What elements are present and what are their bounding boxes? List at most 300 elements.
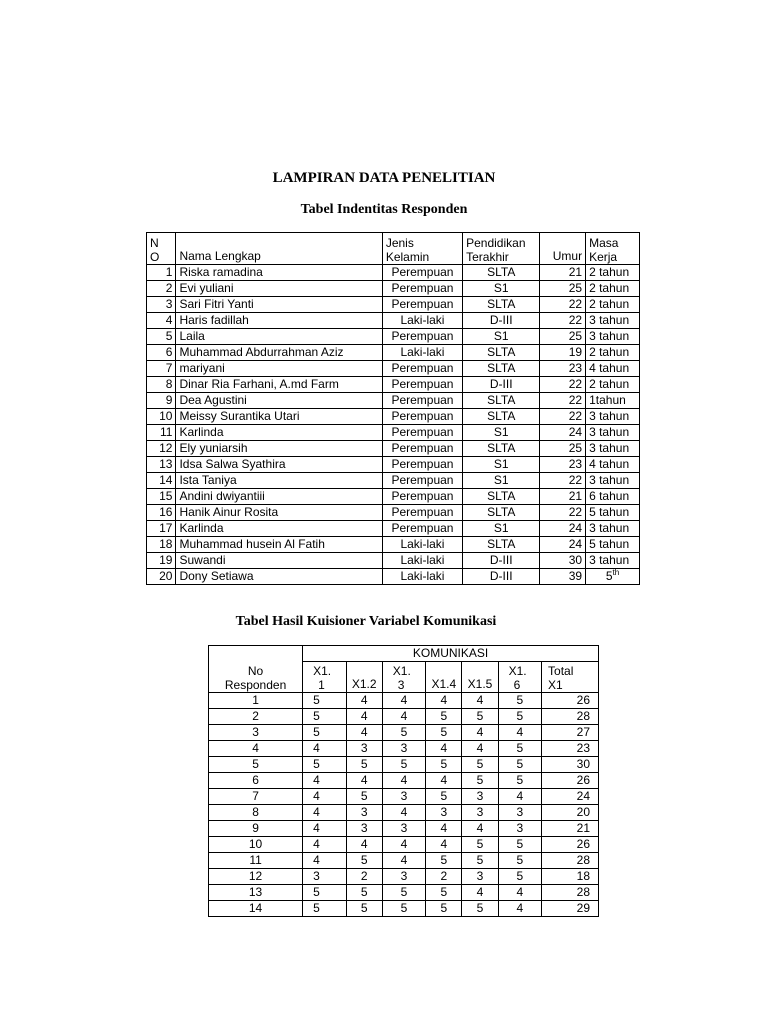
header-pend-line2: Terakhir (466, 250, 509, 264)
cell-x16: 5 (498, 773, 541, 789)
cell-nama (176, 265, 382, 281)
cell-nama (176, 297, 382, 313)
cell-x15: 4 (462, 821, 498, 837)
cell-jenis-kelamin (382, 409, 462, 425)
cell-jenis-kelamin (382, 265, 462, 281)
cell-x11: 5 (303, 901, 346, 917)
cell-x15: 5 (462, 837, 498, 853)
cell-umur (540, 361, 586, 377)
cell-no (147, 393, 176, 409)
cell-masa-kerja-text: 5 (605, 569, 613, 583)
cell-pendidikan (463, 473, 540, 489)
cell-jenis-kelamin-text: Laki-laki (400, 313, 445, 327)
cell-jenis-kelamin (382, 329, 462, 345)
table-row (147, 281, 640, 297)
cell-nama (176, 281, 382, 297)
cell-umur (540, 553, 586, 569)
cell-x14: 4 (426, 741, 462, 757)
cell-jenis-kelamin-text: Perempuan (391, 505, 454, 519)
cell-nama (176, 361, 382, 377)
cell-x14: 5 (426, 853, 462, 869)
cell-umur (540, 505, 586, 521)
cell-x16: 5 (498, 693, 541, 709)
cell-no (147, 569, 176, 585)
cell-umur-text: 30 (568, 553, 583, 567)
cell-nama-text: Ely yuniarsih (179, 441, 248, 455)
cell-pendidikan-text: S1 (493, 457, 509, 471)
cell-umur-text: 22 (568, 297, 583, 311)
cell-nama-text: Riska ramadina (179, 265, 263, 279)
cell-x16: 4 (498, 789, 541, 805)
cell-masa-kerja-text: 2 tahun (589, 281, 630, 295)
cell-nama-text: Meissy Surantika Utari (179, 409, 300, 423)
cell-nama-text: Dinar Ria Farhani, A.md Farm (179, 377, 339, 391)
cell-x16: 5 (498, 837, 541, 853)
cell-total-x1: 30 (542, 757, 599, 773)
cell-x13: 3 (382, 741, 425, 757)
cell-x11: 4 (303, 837, 346, 853)
cell-no (147, 265, 176, 281)
cell-pendidikan (463, 281, 540, 297)
cell-no (147, 537, 176, 553)
header-x13-line2: 3 (397, 678, 405, 692)
cell-no (147, 361, 176, 377)
cell-masa-kerja (586, 361, 640, 377)
cell-x12: 5 (346, 885, 382, 901)
cell-pendidikan-text: SLTA (487, 297, 516, 311)
cell-masa-kerja-text: 5 tahun (589, 537, 630, 551)
cell-masa-kerja (586, 489, 640, 505)
cell-jenis-kelamin (382, 345, 462, 361)
cell-no-responden: 1 (209, 693, 303, 709)
cell-x16: 5 (498, 757, 541, 773)
table-row (147, 457, 640, 473)
cell-jenis-kelamin-text: Perempuan (391, 361, 454, 375)
cell-jenis-kelamin (382, 297, 462, 313)
cell-x11: 3 (303, 869, 346, 885)
cell-x13: 5 (382, 725, 425, 741)
header-jenis-line2: Kelamin (385, 250, 430, 264)
table-row (147, 505, 640, 521)
cell-x13: 3 (382, 869, 425, 885)
cell-umur (540, 377, 586, 393)
cell-jenis-kelamin (382, 521, 462, 537)
table-row (209, 757, 599, 773)
cell-x11: 5 (303, 885, 346, 901)
cell-x14: 5 (426, 757, 462, 773)
cell-no-responden: 9 (209, 821, 303, 837)
cell-masa-kerja-text: 3 tahun (589, 425, 630, 439)
cell-no-text: 16 (159, 505, 173, 519)
cell-nama-text: Idsa Salwa Syathira (179, 457, 286, 471)
respondent-identity-table (146, 232, 640, 585)
header-x11-line1: X1. (313, 664, 332, 678)
table-row (209, 837, 599, 853)
cell-no-text: 18 (159, 537, 173, 551)
cell-masa-kerja-text: 4 tahun (589, 457, 630, 471)
cell-x14: 2 (426, 869, 462, 885)
cell-x14: 4 (426, 773, 462, 789)
cell-total-x1: 23 (542, 741, 599, 757)
header-nama: Nama Lengkap (176, 233, 382, 265)
cell-jenis-kelamin-text: Laki-laki (400, 553, 445, 567)
cell-umur (540, 521, 586, 537)
cell-total-x1: 28 (542, 709, 599, 725)
cell-pendidikan-text: S1 (493, 329, 509, 343)
table-row (147, 569, 640, 585)
cell-jenis-kelamin (382, 281, 462, 297)
cell-umur-text: 25 (568, 441, 583, 455)
cell-no-text: 15 (159, 489, 173, 503)
cell-no-text: 14 (159, 473, 173, 487)
cell-no-text: 2 (165, 281, 173, 295)
cell-masa-kerja-text: 5 tahun (589, 505, 630, 519)
cell-x11: 4 (303, 773, 346, 789)
cell-no-text: 17 (159, 521, 173, 535)
cell-x15: 4 (462, 741, 498, 757)
cell-jenis-kelamin-text: Perempuan (391, 409, 454, 423)
cell-pendidikan (463, 489, 540, 505)
cell-x14: 4 (426, 821, 462, 837)
cell-umur-text: 22 (568, 409, 583, 423)
cell-x13: 4 (382, 853, 425, 869)
cell-x15: 4 (462, 693, 498, 709)
cell-no (147, 489, 176, 505)
cell-x13: 4 (382, 773, 425, 789)
cell-nama (176, 553, 382, 569)
cell-nama (176, 521, 382, 537)
cell-no-responden: 4 (209, 741, 303, 757)
cell-x15: 5 (462, 773, 498, 789)
table-row (147, 425, 640, 441)
cell-pendidikan-text: S1 (493, 425, 509, 439)
cell-umur (540, 409, 586, 425)
cell-x14: 3 (426, 805, 462, 821)
table-row (209, 821, 599, 837)
cell-total-x1: 20 (542, 805, 599, 821)
cell-umur-text: 23 (568, 361, 583, 375)
header-x13 (382, 662, 425, 693)
header-no-responden (209, 646, 303, 693)
cell-x11: 4 (303, 741, 346, 757)
cell-masa-kerja-text: 2 tahun (589, 265, 630, 279)
header-total-x1 (542, 662, 599, 693)
cell-x11: 5 (303, 693, 346, 709)
cell-x16: 4 (498, 901, 541, 917)
header-komunikasi: KOMUNIKASI (303, 646, 599, 662)
cell-jenis-kelamin-text: Perempuan (391, 281, 454, 295)
cell-umur-text: 24 (568, 521, 583, 535)
cell-masa-kerja (586, 553, 640, 569)
cell-umur (540, 265, 586, 281)
cell-no-text: 3 (165, 297, 173, 311)
cell-no-text: 9 (165, 393, 173, 407)
cell-x13: 5 (382, 885, 425, 901)
table-row (147, 489, 640, 505)
header-jenis-kelamin (382, 233, 462, 265)
cell-masa-kerja-text: 2 tahun (589, 297, 630, 311)
cell-pendidikan-text: D-III (489, 553, 513, 567)
cell-nama-text: Evi yuliani (179, 281, 234, 295)
cell-no-text: 10 (159, 409, 173, 423)
cell-total-x1: 24 (542, 789, 599, 805)
cell-x16: 3 (498, 821, 541, 837)
cell-masa-kerja-text: 3 tahun (589, 313, 630, 327)
header-total-line1: Total (548, 664, 574, 678)
communication-questionnaire-table (208, 645, 599, 917)
cell-masa-kerja-text: 3 tahun (589, 521, 630, 535)
cell-x12: 5 (346, 853, 382, 869)
cell-pendidikan (463, 409, 540, 425)
table-row (147, 297, 640, 313)
cell-masa-kerja (586, 297, 640, 313)
cell-pendidikan (463, 441, 540, 457)
header-no-line1: N (150, 236, 159, 250)
table-row (209, 693, 599, 709)
cell-umur (540, 313, 586, 329)
cell-x16: 5 (498, 853, 541, 869)
cell-no-text: 20 (159, 569, 173, 583)
table2-title: Tabel Hasil Kuisioner Variabel Komunikasi (235, 614, 497, 629)
cell-masa-kerja (586, 393, 640, 409)
cell-no-responden: 5 (209, 757, 303, 773)
cell-no-responden: 14 (209, 901, 303, 917)
cell-total-x1: 29 (542, 901, 599, 917)
header-x14: X1.4 (426, 662, 462, 693)
table2-group-header-row (209, 646, 599, 662)
cell-jenis-kelamin (382, 457, 462, 473)
cell-no (147, 345, 176, 361)
cell-masa-kerja (586, 505, 640, 521)
cell-pendidikan (463, 345, 540, 361)
cell-pendidikan-text: S1 (493, 281, 509, 295)
cell-no-text: 19 (159, 553, 173, 567)
header-no-line2: O (150, 250, 160, 264)
cell-nama (176, 441, 382, 457)
cell-masa-kerja (586, 473, 640, 489)
cell-jenis-kelamin (382, 425, 462, 441)
cell-nama-text: Muhammad Abdurrahman Aziz (179, 345, 344, 359)
cell-x13: 4 (382, 709, 425, 725)
cell-nama (176, 313, 382, 329)
cell-jenis-kelamin-text: Perempuan (391, 473, 454, 487)
cell-nama (176, 505, 382, 521)
cell-jenis-kelamin-text: Perempuan (391, 265, 454, 279)
cell-no (147, 457, 176, 473)
header-no-line2: Responden (224, 678, 287, 692)
table-row (209, 853, 599, 869)
cell-nama (176, 457, 382, 473)
cell-masa-kerja-text: 1tahun (589, 393, 626, 407)
cell-jenis-kelamin-text: Perempuan (391, 441, 454, 455)
cell-nama-text: Sari Fitri Yanti (179, 297, 254, 311)
header-x13-line1: X1. (392, 664, 411, 678)
header-no (147, 233, 176, 265)
cell-nama-text: Ista Taniya (179, 473, 237, 487)
cell-umur (540, 329, 586, 345)
table-row (147, 265, 640, 281)
cell-jenis-kelamin-text: Perempuan (391, 297, 454, 311)
cell-pendidikan-text: SLTA (487, 409, 516, 423)
table-row (147, 393, 640, 409)
cell-umur-text: 25 (568, 329, 583, 343)
cell-x13: 4 (382, 837, 425, 853)
cell-total-x1: 26 (542, 773, 599, 789)
cell-x14: 5 (426, 901, 462, 917)
cell-jenis-kelamin (382, 537, 462, 553)
cell-no (147, 281, 176, 297)
cell-masa-kerja-text: 3 tahun (589, 473, 630, 487)
cell-no-text: 5 (165, 329, 173, 343)
header-x16-line2: 6 (513, 678, 521, 692)
cell-x14: 5 (426, 709, 462, 725)
cell-umur (540, 425, 586, 441)
cell-jenis-kelamin-text: Perempuan (391, 457, 454, 471)
cell-no (147, 425, 176, 441)
table1-header-row (147, 233, 640, 265)
cell-jenis-kelamin (382, 393, 462, 409)
cell-x14: 4 (426, 693, 462, 709)
cell-masa-kerja (586, 329, 640, 345)
cell-nama (176, 409, 382, 425)
cell-umur-text: 22 (568, 473, 583, 487)
cell-pendidikan (463, 553, 540, 569)
cell-x16: 5 (498, 741, 541, 757)
cell-x11: 4 (303, 789, 346, 805)
cell-total-x1: 18 (542, 869, 599, 885)
cell-umur (540, 537, 586, 553)
cell-nama (176, 473, 382, 489)
table-row (209, 901, 599, 917)
cell-jenis-kelamin-text: Laki-laki (400, 569, 445, 583)
cell-no-responden: 12 (209, 869, 303, 885)
cell-no (147, 473, 176, 489)
header-umur: Umur (540, 233, 586, 265)
header-x15: X1.5 (462, 662, 498, 693)
cell-x15: 3 (462, 869, 498, 885)
table-row (147, 537, 640, 553)
page-title: LAMPIRAN DATA PENELITIAN (272, 170, 496, 186)
cell-no-text: 12 (159, 441, 173, 455)
header-pendidikan (463, 233, 540, 265)
cell-umur-text: 21 (568, 489, 583, 503)
cell-umur (540, 281, 586, 297)
cell-jenis-kelamin-text: Perempuan (391, 393, 454, 407)
cell-x15: 5 (462, 709, 498, 725)
table-row (147, 473, 640, 489)
cell-umur (540, 393, 586, 409)
cell-umur-text: 22 (568, 313, 583, 327)
cell-x15: 3 (462, 789, 498, 805)
cell-total-x1: 28 (542, 885, 599, 901)
cell-masa-kerja-text: 6 tahun (589, 489, 630, 503)
table-row (209, 725, 599, 741)
cell-umur (540, 457, 586, 473)
cell-masa-kerja (586, 521, 640, 537)
cell-x16: 3 (498, 805, 541, 821)
cell-x11: 5 (303, 757, 346, 773)
header-x11 (303, 662, 346, 693)
cell-x12: 4 (346, 725, 382, 741)
cell-jenis-kelamin (382, 441, 462, 457)
cell-x13: 3 (382, 789, 425, 805)
cell-masa-kerja (586, 313, 640, 329)
table-row (147, 377, 640, 393)
cell-no-responden: 2 (209, 709, 303, 725)
cell-nama-text: Laila (179, 329, 205, 343)
header-masa-kerja (586, 233, 640, 265)
cell-masa-kerja (586, 377, 640, 393)
cell-pendidikan-text: SLTA (487, 537, 516, 551)
cell-jenis-kelamin-text: Laki-laki (400, 345, 445, 359)
cell-x11: 4 (303, 805, 346, 821)
cell-umur-text: 22 (568, 377, 583, 391)
cell-x12: 3 (346, 821, 382, 837)
cell-x15: 3 (462, 805, 498, 821)
cell-pendidikan (463, 505, 540, 521)
table-row (147, 313, 640, 329)
cell-pendidikan (463, 361, 540, 377)
cell-x15: 4 (462, 885, 498, 901)
cell-masa-kerja-text: 3 tahun (589, 409, 630, 423)
cell-umur-text: 24 (568, 425, 583, 439)
cell-jenis-kelamin-text: Perempuan (391, 489, 454, 503)
cell-x15: 4 (462, 725, 498, 741)
header-masa-line1: Masa (589, 236, 619, 250)
cell-no-text: 13 (159, 457, 173, 471)
cell-no (147, 521, 176, 537)
cell-x12: 3 (346, 741, 382, 757)
cell-pendidikan (463, 265, 540, 281)
cell-pendidikan (463, 537, 540, 553)
cell-jenis-kelamin (382, 377, 462, 393)
cell-x13: 4 (382, 693, 425, 709)
cell-masa-kerja-text: 4 tahun (589, 361, 630, 375)
cell-umur-text: 21 (568, 265, 583, 279)
cell-no (147, 505, 176, 521)
cell-jenis-kelamin-text: Perempuan (391, 521, 454, 535)
cell-masa-kerja (586, 569, 640, 585)
cell-nama-text: Karlinda (179, 425, 224, 439)
cell-x13: 4 (382, 805, 425, 821)
cell-no (147, 313, 176, 329)
cell-nama (176, 345, 382, 361)
cell-jenis-kelamin-text: Perempuan (391, 329, 454, 343)
cell-no-text: 1 (165, 265, 173, 279)
table-row (209, 805, 599, 821)
cell-no-responden: 13 (209, 885, 303, 901)
cell-total-x1: 26 (542, 837, 599, 853)
cell-jenis-kelamin (382, 569, 462, 585)
cell-masa-kerja (586, 345, 640, 361)
cell-masa-kerja-superscript: th (612, 568, 620, 577)
cell-masa-kerja-text: 2 tahun (589, 377, 630, 391)
cell-no-responden: 11 (209, 853, 303, 869)
cell-no (147, 377, 176, 393)
cell-jenis-kelamin-text: Perempuan (391, 425, 454, 439)
cell-no (147, 329, 176, 345)
cell-masa-kerja-text: 3 tahun (589, 441, 630, 455)
cell-x14: 4 (426, 837, 462, 853)
cell-masa-kerja (586, 425, 640, 441)
cell-nama (176, 569, 382, 585)
cell-pendidikan-text: SLTA (487, 393, 516, 407)
cell-pendidikan (463, 425, 540, 441)
table-row (209, 709, 599, 725)
cell-pendidikan-text: SLTA (487, 361, 516, 375)
cell-nama-text: Andini dwiyantiii (179, 489, 265, 503)
cell-nama-text: Dea Agustini (179, 393, 247, 407)
